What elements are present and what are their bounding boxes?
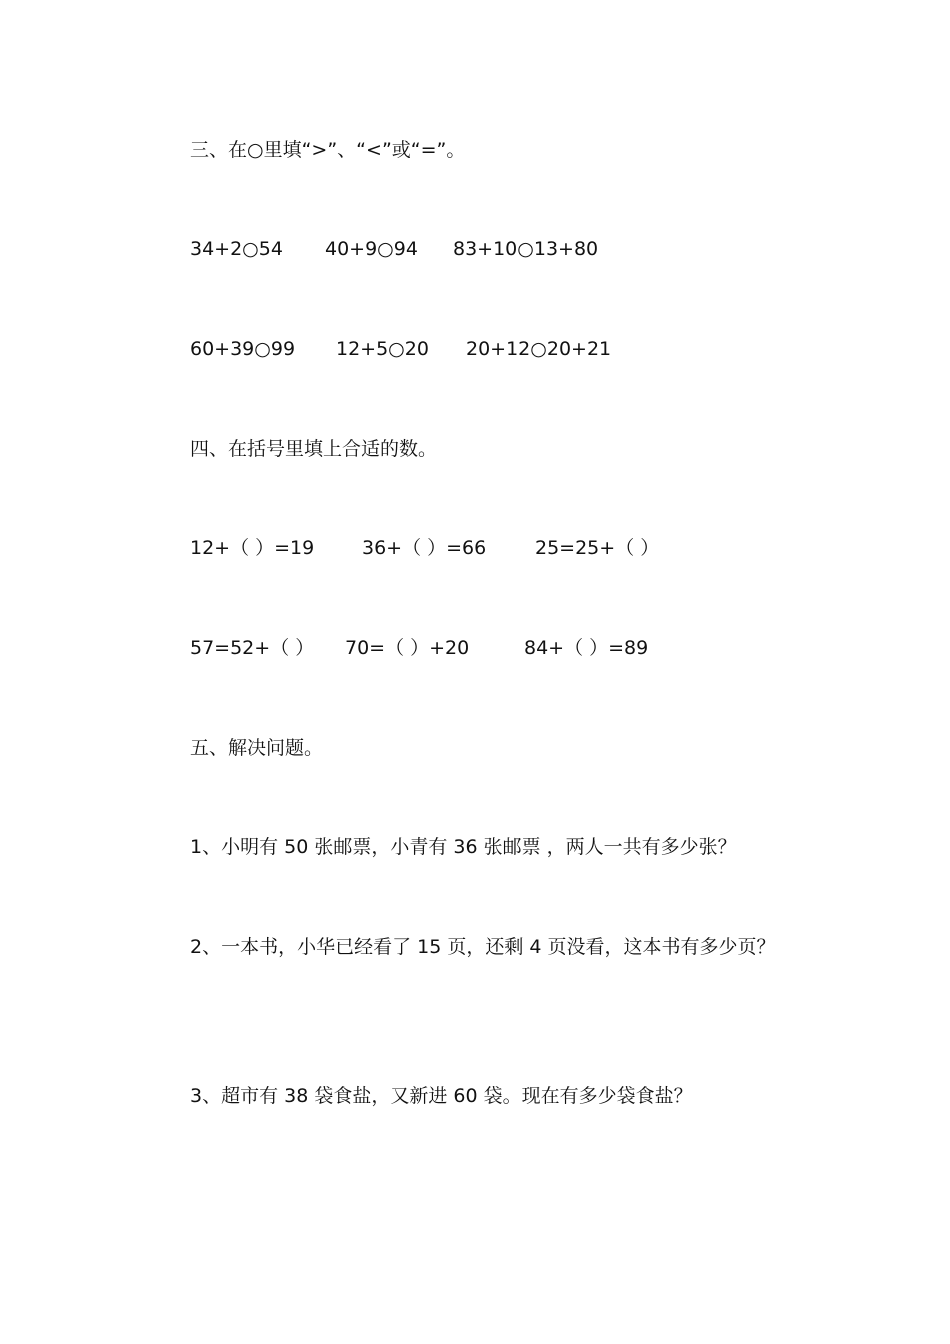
fill-blank-problem: 36+（ ）=66 — [362, 537, 487, 559]
fill-blank-problem: 12+（ ）=19 — [190, 537, 315, 559]
fill-blank-problem: 70=（ ）+20 — [345, 637, 470, 659]
section-3-row-2 — [190, 336, 870, 362]
section-4-row-1 — [190, 535, 870, 561]
section-3-row-1 — [190, 236, 870, 262]
compare-problem: 34+2○54 — [190, 238, 283, 260]
word-problem-1: 1、小明有 50 张邮票，小青有 36 张邮票 ，两人一共有多少张？ — [190, 836, 737, 858]
compare-problem: 20+12○20+21 — [466, 338, 612, 360]
compare-problem: 40+9○94 — [325, 238, 418, 260]
compare-problem: 60+39○99 — [190, 338, 296, 360]
section-3-title: 三、在○里填“>”、“<”或“=”。 — [190, 139, 466, 161]
word-problem-2: 2、一本书，小华已经看了 15 页，还剩 4 页没看，这本书有多少页？ — [190, 936, 776, 958]
compare-problem: 12+5○20 — [336, 338, 429, 360]
section-4-title: 四、在括号里填上合适的数。 — [190, 438, 438, 460]
word-problem-3: 3、超市有 38 袋食盐，又新进 60 袋。现在有多少袋食盐？ — [190, 1085, 693, 1107]
compare-problem: 83+10○13+80 — [453, 238, 599, 260]
section-5-title: 五、解决问题。 — [190, 737, 324, 759]
fill-blank-problem: 84+（ ）=89 — [524, 637, 649, 659]
fill-blank-problem: 25=25+（ ） — [535, 537, 660, 559]
section-4-row-2 — [190, 635, 870, 661]
fill-blank-problem: 57=52+（ ） — [190, 637, 315, 659]
